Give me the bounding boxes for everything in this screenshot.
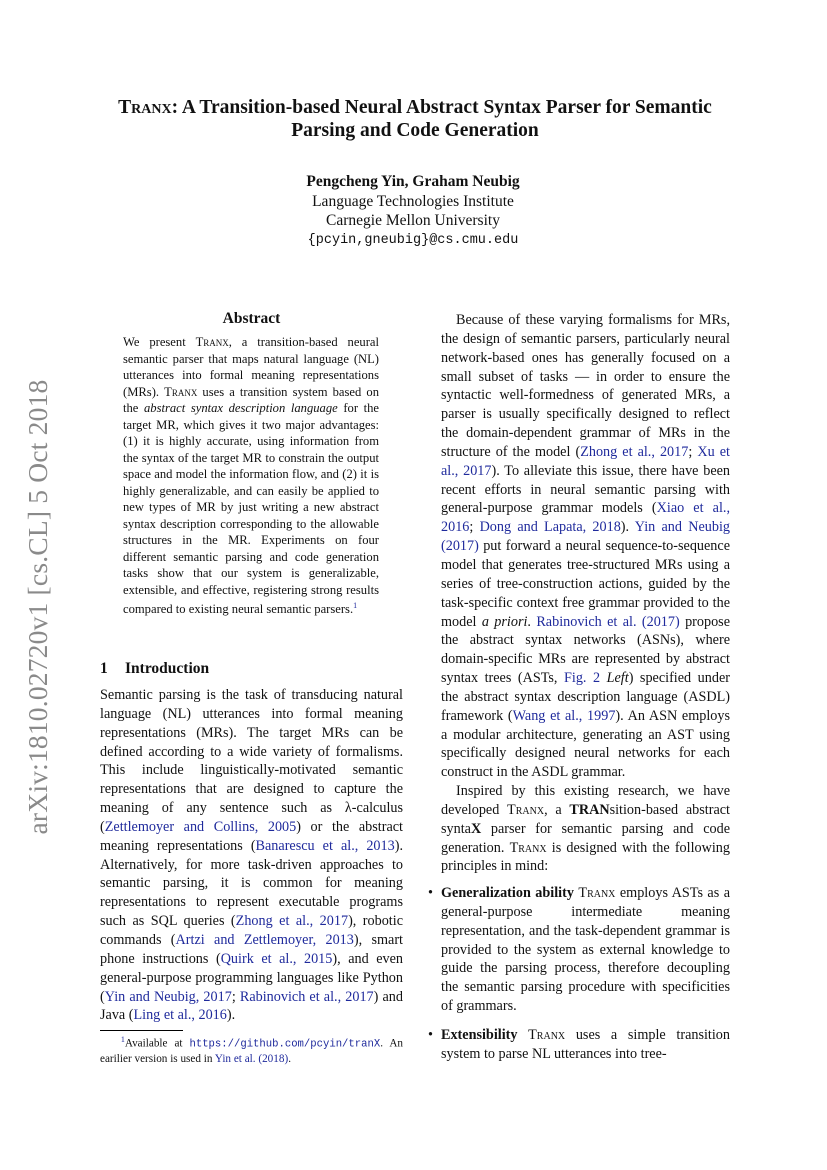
- bold-text: X: [470, 820, 482, 837]
- system-name: Tranx: [528, 1026, 566, 1043]
- text: ), robotic commands (: [100, 913, 403, 948]
- text: propose the abstract syntax networks (ASNs), where domain-specific MRs are represented by abstract syntax trees (ASTs,: [441, 613, 731, 687]
- paragraph: [441, 311, 730, 782]
- citation-link[interactable]: Yin and Neubig, 2017: [104, 988, 232, 1005]
- citation-link[interactable]: Zhong et al., 2017: [580, 443, 689, 460]
- bold-text: TRAN: [569, 801, 610, 818]
- abstract-heading: Abstract: [222, 310, 281, 327]
- bullet-title: Extensibility: [441, 1026, 518, 1043]
- text: ) or the abstract meaning representations (: [100, 818, 403, 854]
- text: ).: [226, 1007, 236, 1024]
- text: ;: [231, 988, 240, 1005]
- text: ) and Java (: [100, 988, 403, 1024]
- figure-link[interactable]: Fig. 2: [564, 670, 601, 687]
- citation-link[interactable]: Zhong et al., 2017: [235, 913, 349, 930]
- footnote-rule: [100, 1030, 183, 1031]
- text: ) specified under the abstract syntax description language (ASDL) framework (: [441, 670, 730, 724]
- citation-link[interactable]: Wang et al., 1997: [512, 707, 616, 724]
- citation-link[interactable]: Rabinovich et al. (2017): [536, 613, 680, 630]
- list-item: [428, 1026, 730, 1064]
- title-line2: Parsing and Code Generation: [291, 120, 539, 141]
- author-institute: Language Technologies Institute: [312, 192, 514, 210]
- section-heading-introduction: [100, 660, 209, 678]
- text: ), smart phone instructions (: [100, 931, 403, 967]
- text: ). Alternatively, for more task-driven approaches to semantic parsing, it is common for meaning representations to represent executable programs such as SQL queries (: [100, 837, 403, 930]
- abstract-italic: abstract syntax description language: [143, 401, 338, 415]
- right-column: [441, 311, 730, 876]
- bullet-title: Generalization ability: [441, 885, 574, 901]
- abstract-body: [123, 334, 379, 618]
- system-name: Tranx: [509, 839, 547, 856]
- italic-text: a priori: [481, 613, 528, 630]
- abstract-text: uses a transition system based on the: [123, 384, 379, 415]
- author-email: {pcyin,gneubig}@cs.cmu.edu: [307, 233, 519, 249]
- github-url-link[interactable]: https://github.com/pcyin/tranX: [189, 1038, 381, 1051]
- citation-link[interactable]: Xu et al., 2017: [441, 443, 730, 479]
- text: ;: [688, 443, 698, 460]
- list-item: [428, 884, 730, 1016]
- citation-link[interactable]: Yin and Neubig (2017): [441, 519, 730, 555]
- author-university: Carnegie Mellon University: [326, 212, 500, 230]
- introduction-paragraph: [100, 686, 403, 1025]
- bullet-icon: •: [428, 885, 433, 901]
- principles-list: [428, 884, 730, 1074]
- system-name: Tranx: [164, 384, 198, 399]
- text: employs ASTs as a general-purpose intermediate meaning representation, and the task-dependent grammar is provided to the system as external knowledge to guide the parsing process, therefore decoupling the semantic parsing procedure with specificities of grammars.: [441, 885, 731, 1015]
- citation-link[interactable]: Artzi and Zettlemoyer, 2013: [175, 931, 354, 948]
- arxiv-stamp-text: arXiv:1810.02720v1 [cs.CL] 5 Oct 2018: [22, 379, 53, 835]
- section-title: Introduction: [125, 660, 210, 677]
- citation-link[interactable]: Ling et al., 2016: [133, 1007, 227, 1024]
- paragraph: [441, 782, 730, 876]
- system-name: Tranx: [507, 801, 545, 818]
- citation-link[interactable]: Zettlemoyer and Collins, 2005: [104, 818, 297, 835]
- paper-title: [95, 96, 735, 142]
- section-number: 1: [100, 660, 108, 677]
- text: ). An ASN employs a modular architecture, generating an AST using specifically designed neural networks for each construct in the ASDL grammar.: [441, 707, 730, 781]
- text: put forward a neural sequence-to-sequence model that generates tree-structured MRs using a series of tree-construction actions, guided by the task-specific context free grammar provided to the model: [441, 538, 730, 630]
- citation-link[interactable]: Dong and Lapata, 2018: [479, 519, 621, 536]
- system-name: Tranx: [195, 335, 229, 349]
- citation-link[interactable]: Yin et al. (2018): [214, 1053, 289, 1066]
- text: uses a simple transition system to parse NL utterances into tree-: [441, 1026, 730, 1062]
- text: Because of these varying formalisms for MRs, the design of semantic parsers, particularly neural network-based ones has generally focused on a small subset of tasks — in order to ensure the syntactic well-formedness of generated MRs, a parser is usually specifically designed to reflect the domain-dependent grammar of MRs in the structure of the model (: [441, 312, 730, 460]
- text: ). To alleviate this issue, there have been recent efforts in neural semantic parsing with general-purpose grammar models (: [441, 462, 731, 517]
- text: is designed with the following principles in mind:: [441, 839, 730, 875]
- arxiv-stamp: [18, 372, 58, 842]
- citation-link[interactable]: Rabinovich et al., 2017: [239, 988, 374, 1005]
- text: ), and even general-purpose programming languages like Python (: [100, 950, 403, 1005]
- citation-link[interactable]: Xiao et al., 2016: [441, 500, 730, 536]
- author-names: Pengcheng Yin, Graham Neubig: [306, 173, 520, 190]
- footnote-link[interactable]: 1: [353, 601, 358, 610]
- title-system-name: Tranx: [118, 97, 172, 118]
- text: .: [527, 613, 537, 630]
- text: .: [288, 1053, 291, 1066]
- footnote-mark: 1: [120, 1035, 125, 1044]
- citation-link[interactable]: Quirk et al., 2015: [220, 950, 333, 967]
- footnote: [100, 1033, 403, 1067]
- abstract-text: , a transition-based neural semantic parser that maps natural language (NL) utterances into formal meaning representations (MRs).: [123, 335, 379, 399]
- text: parser for semantic parsing and code generation.: [441, 820, 730, 856]
- text: sition-based abstract synta: [441, 801, 730, 837]
- text: Available at: [124, 1037, 190, 1050]
- citation-link[interactable]: Banarescu et al., 2013: [255, 837, 395, 854]
- system-name: Tranx: [578, 885, 616, 901]
- bullet-icon: •: [428, 1026, 433, 1043]
- text: . An earilier version is used in: [100, 1037, 404, 1066]
- text: , a: [544, 801, 570, 818]
- abstract-text: We present: [123, 335, 196, 349]
- text: Semantic parsing is the task of transducing natural language (NL) utterances into formal meaning representations (MRs). The target MRs can be defined according to a wide variety of formalisms. This include linguistically-motivated semantic representations that are designed to capture the meaning of any sentence such as λ-calculus (: [100, 687, 403, 835]
- abstract-text: for the target MR, which gives it two major advantages: (1) it is highly accurate, using information from the syntax of the target MR to constrain the output space and model the information flow, and (2) it is highly generalizable, and can easily be applied to new types of MR by just writing a new abstract syntax description corresponding to the allowable structures in the MR. Experiments on four different semantic parsing and code generation tasks show that our system is generalizable, extensible, and effective, registering strong results compared to existing neural semantic parsers.: [123, 401, 379, 617]
- text: Inspired by this existing research, we have developed: [441, 783, 730, 818]
- author-block: [213, 172, 613, 251]
- text: ;: [469, 519, 480, 536]
- text: ).: [620, 519, 635, 536]
- italic-text: Left: [600, 670, 629, 687]
- title-line1: : A Transition-based Neural Abstract Syntax Parser for Semantic: [171, 97, 712, 118]
